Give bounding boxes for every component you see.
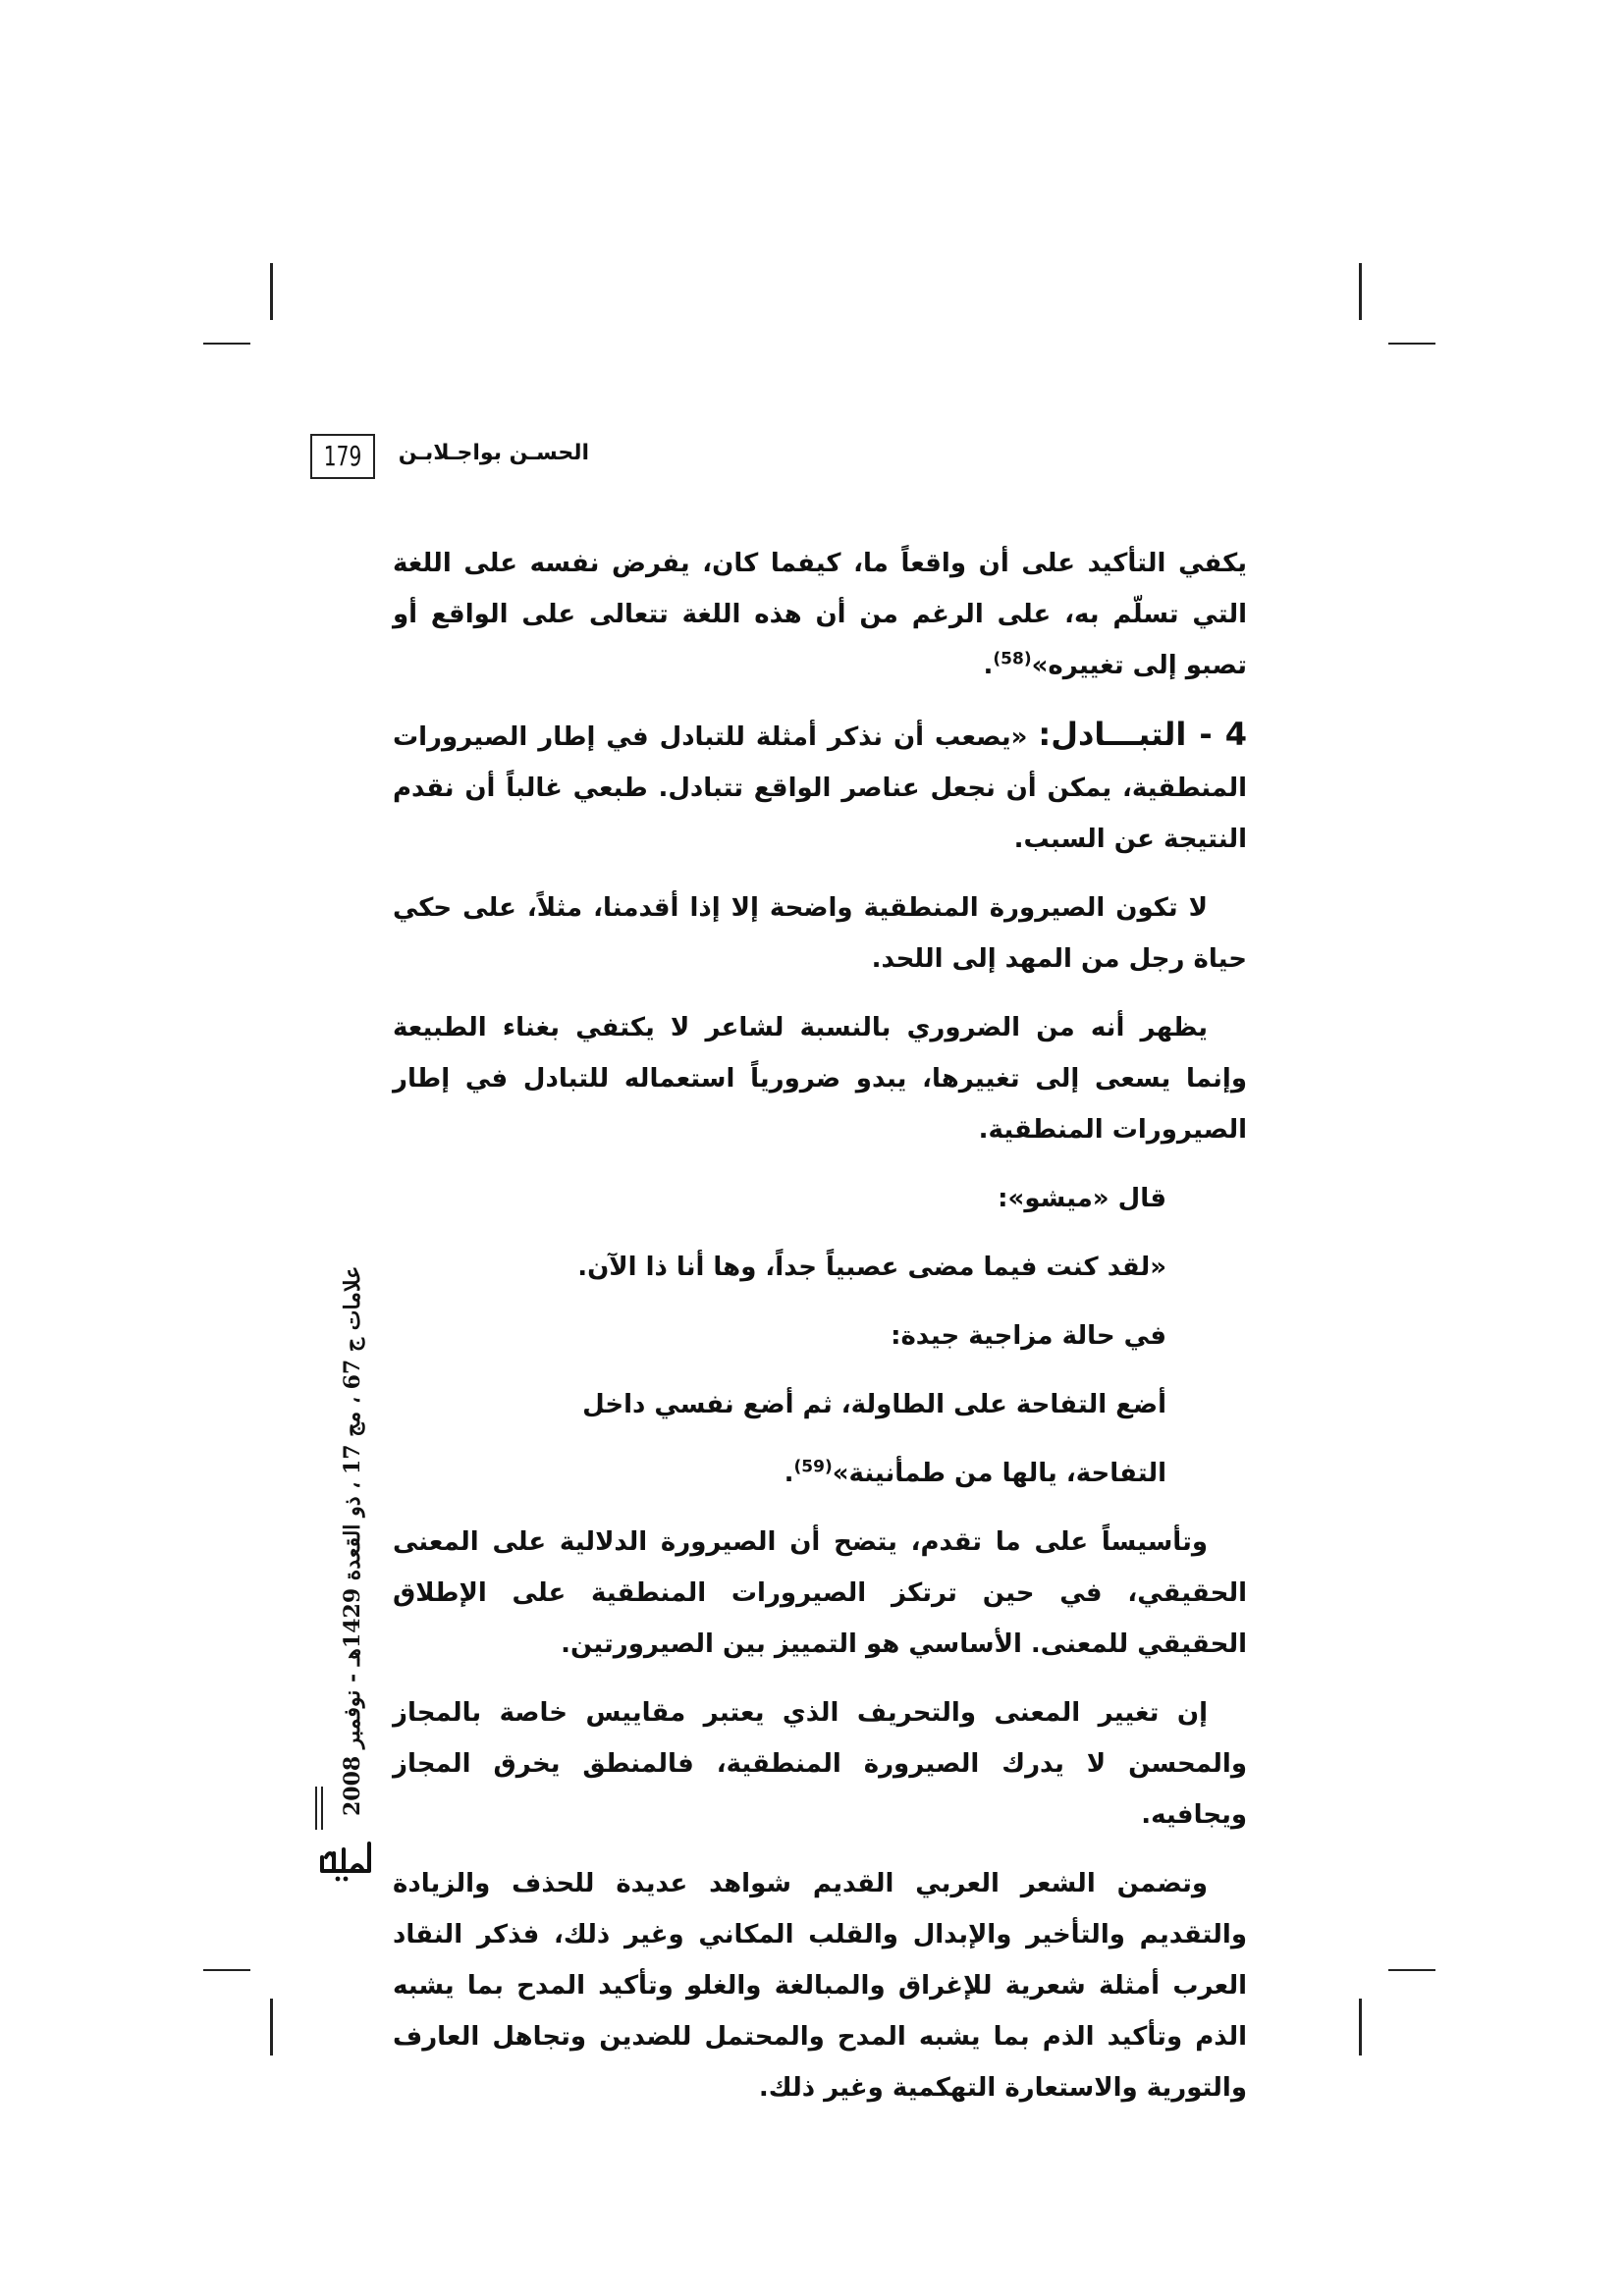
crop-mark — [270, 263, 273, 320]
quote-intro: قال «ميشو»: — [998, 1184, 1166, 1213]
journal-colophon — [333, 1265, 372, 1816]
paragraph: يكفي التأكيد على أن واقعاً ما، كيفما كان، يفرض نفسه على اللغة التي تسلّم به، على الرغم من أن هذه اللغة تتعالى على الواقع أو تصبو إلى تغييره»$^{(58)}$. — [393, 549, 1247, 680]
divider — [315, 1787, 317, 1830]
crop-mark — [1388, 343, 1435, 345]
paragraph: وتأسيساً على ما تقدم، يتضح أن الصيرورة الدلالية على المعنى الحقيقي، في حين ترتكز الصيرورات المنطقية على الإطلاق الحقيقي للمعنى. الأساسي هو التمييز بين الصيرورتين. — [393, 1527, 1247, 1659]
page-number — [310, 434, 375, 479]
colophon-text: علامات ج 67 ، مج 17 ، ذو القعدة 1429هـ - نوفمبر 2008 — [340, 1265, 365, 1816]
paragraph: وتضمن الشعر العربي القديم شواهد عديدة للحذف والزيادة والتقديم والتأخير والإبدال والقلب المكاني وغير ذلك، فذكر النقاد العرب أمثلة شعرية للإغراق والمبالغة والغلو وتأكيد المدح بما يشبه الذم وتأكيد الذم بما يشبه المدح والمحتمل للضدين وتجاهل العارف والتورية والاستعارة التهكمية وغير ذلك. — [393, 1869, 1247, 2103]
verse-line: التفاحة، يالها من طمأنينة»$^{(59)}$. — [784, 1457, 1166, 1488]
crop-mark — [203, 1969, 250, 1971]
journal-logo — [316, 1836, 373, 1883]
verse-line: أضع التفاحة على الطاولة، ثم أضع نفسي داخل — [582, 1390, 1166, 1419]
divider — [321, 1787, 323, 1830]
paragraph: يظهر أنه من الضروري بالنسبة لشاعر لا يكتفي بغناء الطبيعة وإنما يسعى إلى تغييرها، يبدو ضرورياً استعماله للتبادل في إطار الصيرورات المنطقية. — [393, 1013, 1247, 1145]
section-heading: 4 - التبـــادل: — [1038, 716, 1247, 753]
crop-mark — [1388, 1969, 1435, 1971]
running-head: الحسـن بواجـلابـن — [398, 441, 589, 465]
paragraph: لا تكون الصيرورة المنطقية واضحة إلا إذا أقدمنا، مثلاً، على حكي حياة رجل من المهد إلى اللحد. — [393, 893, 1247, 974]
crop-mark — [1359, 1999, 1362, 2056]
paragraph: 4 - التبـــادل: «يصعب أن نذكر أمثلة للتبادل في إطار الصيرورات المنطقية، يمكن أن نجعل عناصر الواقع تتبادل. طبعي غالباً أن نقدم النتيجة عن السبب. — [393, 716, 1247, 854]
crop-mark — [203, 343, 250, 345]
footnote-ref: (59) — [793, 1457, 833, 1477]
page-number-text: 179 — [323, 440, 362, 472]
verse-line: في حالة مزاجية جيدة: — [891, 1321, 1166, 1351]
crop-mark — [1359, 263, 1362, 320]
verse-line: «لقد كنت فيما مضى عصبياً جداً، وها أنا ذا الآن. — [577, 1253, 1166, 1282]
footnote-ref: (58) — [993, 649, 1032, 669]
crop-mark — [270, 1999, 273, 2056]
paragraph: إن تغيير المعنى والتحريف الذي يعتبر مقاييس خاصة بالمجاز والمحسن لا يدرك الصيرورة المنطقية، فالمنطق يخرق المجاز ويجافيه. — [393, 1698, 1247, 1830]
body-text — [393, 538, 1247, 2113]
